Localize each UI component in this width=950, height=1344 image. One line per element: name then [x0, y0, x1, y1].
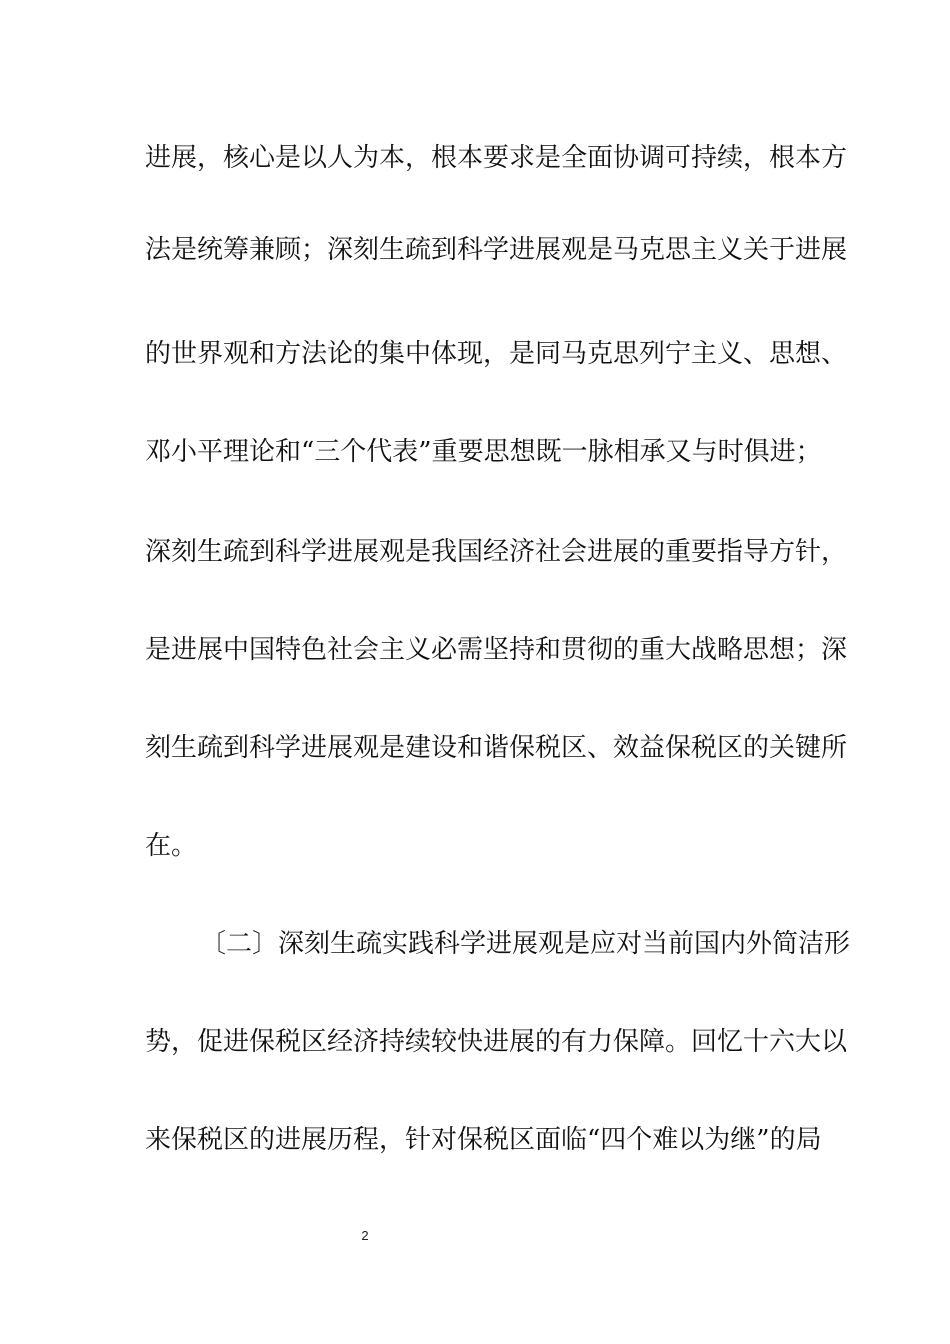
- body-text-line: 进展，核心是以人为本，根本要求是全面协调可持续，根本方: [145, 143, 848, 173]
- body-text-line: 刻生疏到科学进展观是建设和谐保税区、效益保税区的关键所: [145, 733, 848, 763]
- body-text-line: 邓小平理论和“三个代表”重要思想既一脉相承又与时俱进；: [145, 437, 822, 467]
- page-number: 2: [361, 1228, 369, 1243]
- body-text-line: 在。: [145, 831, 198, 861]
- body-text-line: 来保税区的进展历程，针对保税区面临“四个难以为继”的局: [145, 1125, 822, 1155]
- body-text-line: 是进展中国特色社会主义必需坚持和贯彻的重大战略思想；深: [145, 635, 848, 665]
- body-text-line: 深刻生疏到科学进展观是我国经济社会进展的重要指导方针，: [145, 537, 848, 567]
- body-text-line: 的世界观和方法论的集中体现，是同马克思列宁主义、思想、: [145, 339, 848, 369]
- paragraph-first-line: 〔二〕深刻生疏实践科学进展观是应对当前国内外简洁形: [200, 929, 851, 959]
- body-text-line: 法是统筹兼顾；深刻生疏到科学进展观是马克思主义关于进展: [145, 235, 848, 265]
- body-text-line: 势，促进保税区经济持续较快进展的有力保障。回忆十六大以: [145, 1027, 848, 1057]
